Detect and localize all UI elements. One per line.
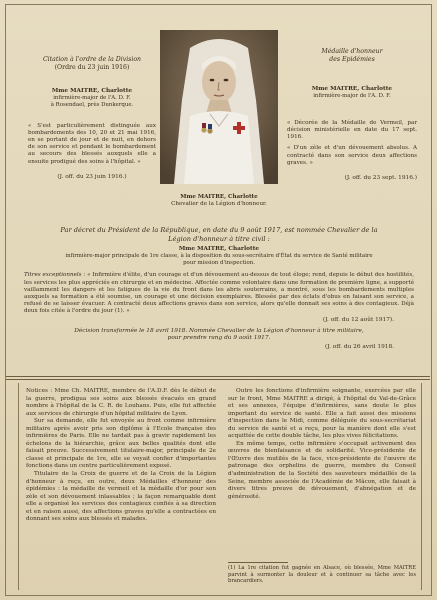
footnote-rule bbox=[228, 562, 288, 563]
outre-column bbox=[228, 388, 416, 501]
decree-role-2: pour mission d'inspection. bbox=[183, 259, 255, 266]
medal-text-2: « D'un zèle et d'un dévouement absolus. A contracté dans son service deux affections graves. » bbox=[287, 145, 417, 166]
portrait-caption-role: Chevalier de la Légion d'honneur. bbox=[171, 201, 267, 207]
notice-paragraph-2: Sur sa demande, elle fut envoyée au front comme infirmière militaire après avoir pris son diplôme à l'Ecole française des infirmières de Paris. Elle ne tardait pas à gravir rapidement les échelons de la hiérarchie, grâce aux belles qualités dont elle faisait preuve. Successivement titulaire-major, principale de 2e classe et principale de 1re, elle se voyait confier d'importantes fonctions dans un centre particulièrement exposé. bbox=[26, 418, 216, 470]
footnote: (1) La 1re citation fut gagnée en Alsace, où blessée, Mme MAITRE parvint à surmonter la douleur et à continuer sa tâche avec les brancardiers. bbox=[228, 565, 416, 585]
section-divider bbox=[6, 376, 430, 377]
titres-text: « Infirmière d'élite, d'un courage et d'un dévouement au-dessus de tout éloge; rend, depuis le début des hostilités, les services les plus appréciés en chirurgie et en médecine. Affectée comme volontaire dans une formation de première ligne, a supporté vaillamment les dangers et les fatigues de la vie du front dans les abris souterrains, a montré, sous les bombardements multiples auxquels sa formation a été soumise, un courage et une décision exemplaires. Blessée par des éclats d'obus en faisant son service, a refusé de se laisser évacuer. A contracté deux affections graves dans son service, alors qu'elle donnait ses soins à des contagieux. Déjà deux fois citée à l'ordre du jour (1). » bbox=[24, 272, 414, 315]
citation-heading: Citation à l'ordre de la Division bbox=[42, 56, 142, 63]
medal-name: Mme MAITRE, Charlotte bbox=[311, 86, 393, 92]
transformation-line-1: Décision transformée le 18 avril 1918. Nommée Chevalier de la Légion d'honneur à titre militaire, bbox=[74, 327, 364, 334]
citation-date: (Ordre du 23 juin 1916) bbox=[54, 64, 130, 71]
medal-text-1: « Décorée de la Médaille de Vermeil, par décision ministérielle en date du 17 sept. 1916. bbox=[287, 119, 417, 141]
citation-role: infirmière-major de l'A. D. F. bbox=[53, 95, 131, 101]
section-divider-2 bbox=[6, 379, 430, 380]
notice-paragraph-1: Notices : Mme Ch. MAITRE, membre de l'A.D.F. dès le début de la guerre, prodigua ses soins aux blessés évacués en grand nombre à l'hôpital de la C. R. de Louhans. Puis, elle fut affectée aux services de chirurgie d'un hôpital militaire de Lyon. bbox=[26, 388, 216, 417]
transformation-line-2: pour prendre rang du 9 août 1917. bbox=[167, 334, 271, 341]
decree-section bbox=[24, 226, 414, 351]
decree-journal-1: (J. off. du 12 août 1917). bbox=[322, 316, 394, 323]
citation-location: à Rosendael, près Dunkerque. bbox=[50, 101, 134, 108]
portrait-caption bbox=[160, 194, 278, 208]
portrait-caption-name: Mme MAITRE, Charlotte bbox=[180, 194, 258, 200]
portrait-photo bbox=[160, 30, 278, 184]
medal-role: infirmière-major de l'A. D. F. bbox=[313, 93, 391, 99]
outre-paragraph-2: En même temps, cette infirmière s'occupait activement des œuvres de bienfaisance et de solidarité. Vice-présidente de l'Œuvre des mutilés de la face, vice-présidente de l'œuvre de patronage des orphelins de guerre, membre du Conseil d'administration de la Société des sauveteurs médaillés de la Seine, membre associée de l'Académie de Mâcon, elle faisait à divers titres preuve de dévouement, d'abnégation et de générosité. bbox=[228, 440, 416, 500]
decree-line-2: Légion d'honneur à titre civil : bbox=[168, 234, 270, 243]
left-citation bbox=[28, 56, 156, 181]
medal-heading: Médaille d'honneur bbox=[321, 48, 383, 55]
titres-paragraph bbox=[24, 272, 414, 315]
notice-paragraph-3: Titulaire de la Croix de guerre et de la Croix de la Légion d'honneur à reçu, en outre, deux Médailles d'honneur des épidémies : la médaille de vermeil et la médaille d'or pour son zèle et son dévouement inlassables ; la façon remarquable dont elle a organisé les services des contagieux confiés à sa direction et en raison aussi, des affections graves qu'elle a contractées en donnant ses soins aux blessés et malades. bbox=[26, 471, 216, 523]
decree-role-1: infirmière-major principale de 1re classe, à la disposition du sous-secrétaire d'État du service de Santé militaire bbox=[65, 253, 373, 260]
right-citation bbox=[287, 48, 417, 182]
decree-line-1: Par décret du Président de la République, en date du 9 août 1917, est nommée Chevalier de la bbox=[60, 226, 378, 234]
notices-column bbox=[26, 388, 216, 524]
decree-journal-2: (J. off. du 26 avril 1918. bbox=[324, 344, 394, 350]
outre-paragraph-1: Outre les fonctions d'infirmière soignante, exercées par elle sur le front, Mme MAITRE a dirigé, à l'hôpital du Val-de-Grâce et ses annexes, l'équipe d'infirmières, sans doute le plus important du service de santé. Elle a fait aussi des missions d'inspection dans le Midi, comme déléguée du sous-secrétariat du service de santé et a reçu, pour la manière dont elle s'est acquittée de cette double tâche, les plus vives félicitations. bbox=[228, 388, 416, 440]
titres-label: Titres exceptionnels : bbox=[24, 272, 86, 279]
medal-journal: (J. off. du 23 sept. 1916.) bbox=[344, 175, 417, 182]
decree-name: Mme MAITRE, Charlotte bbox=[178, 246, 260, 253]
citation-name: Mme MAITRE, Charlotte bbox=[51, 88, 133, 94]
medal-subheading: des Epidémies bbox=[329, 56, 375, 63]
nurse-portrait-image bbox=[160, 30, 278, 184]
citation-text: « S'est particulièrement distinguée aux bombardements des 10, 20 et 21 mai 1916, en se portant de jour et de nuit, en dehors de son service et pendant le bombardement au secours des blessés auxquels elle a ensuite prodigué des soins à l'hôpital. » bbox=[28, 122, 156, 165]
citation-journal: (J. off. du 23 juin 1916.) bbox=[57, 173, 127, 180]
